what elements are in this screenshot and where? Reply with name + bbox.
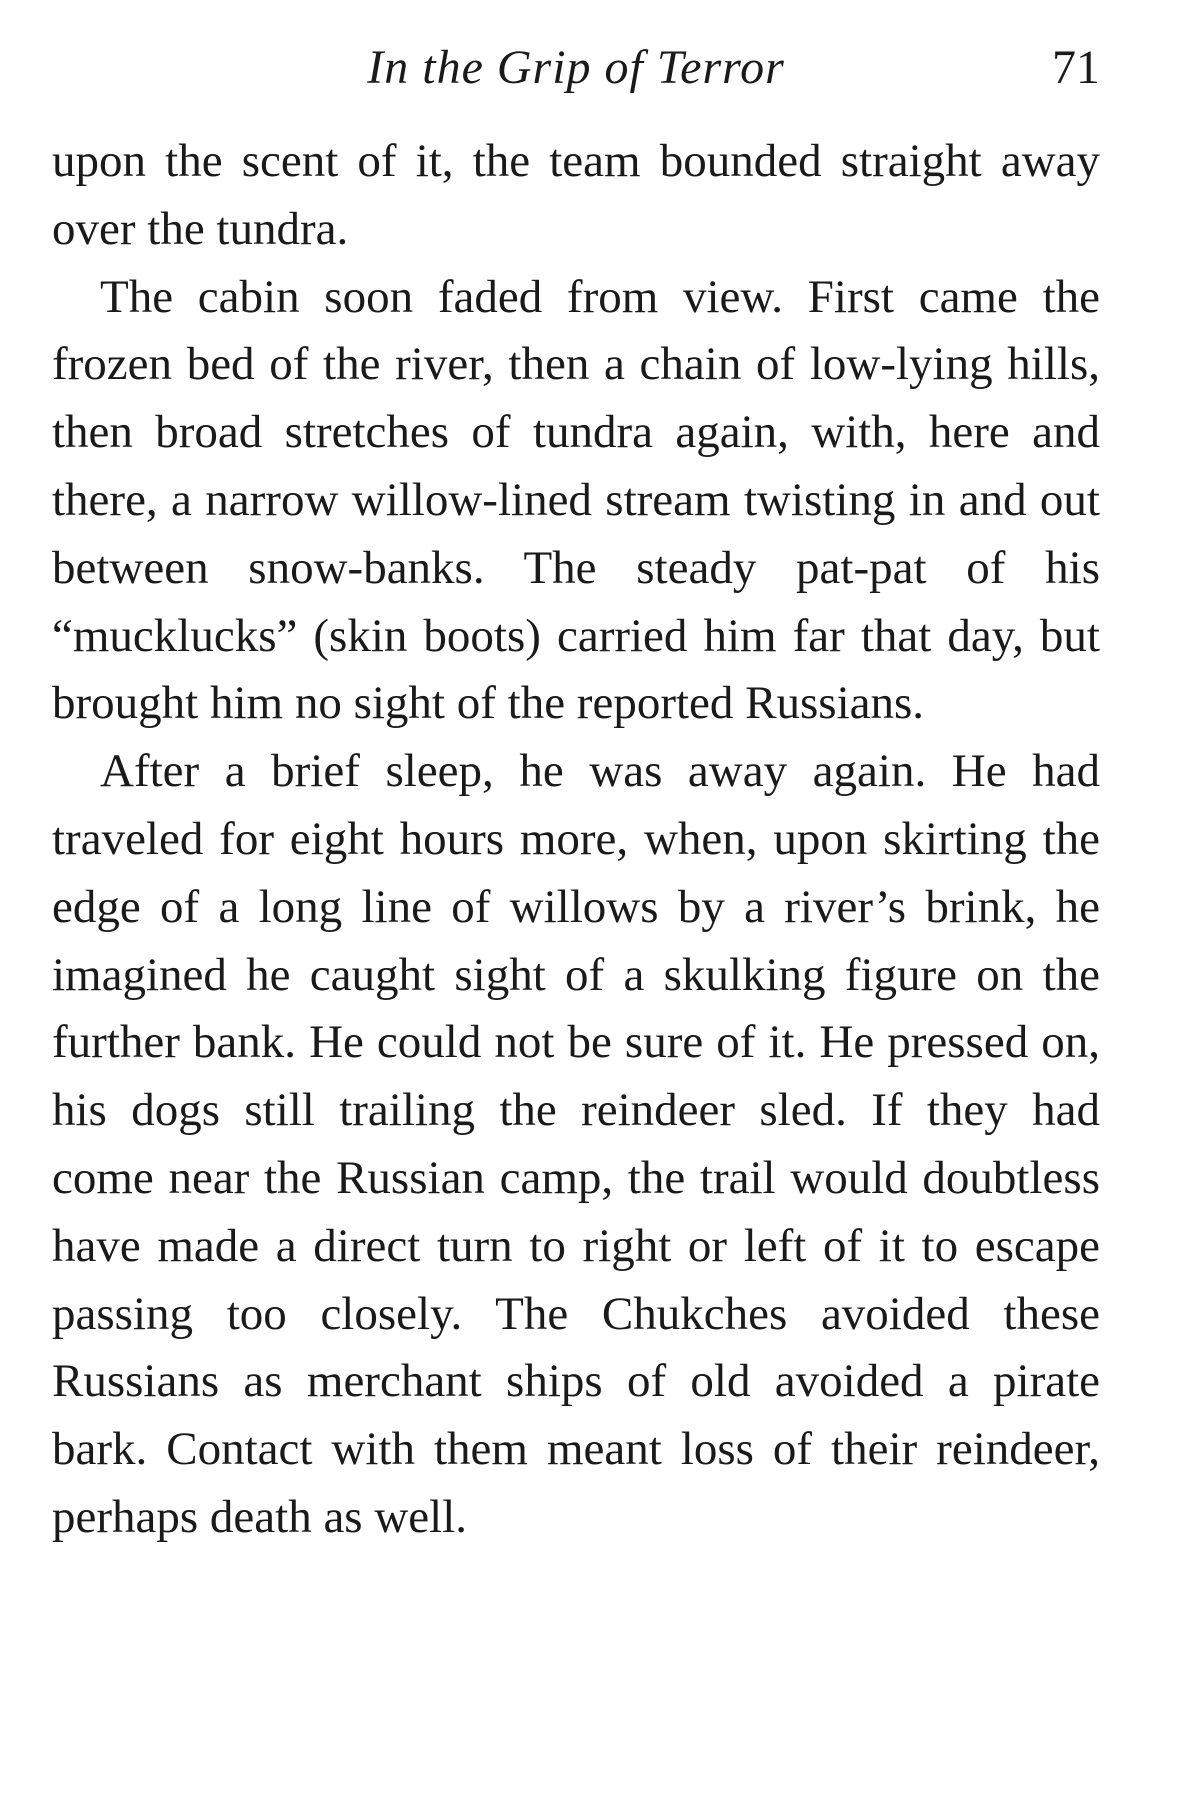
running-title: In the Grip of Terror xyxy=(367,41,785,94)
running-head xyxy=(52,38,1100,98)
body-text xyxy=(52,128,1100,1552)
paragraph-skulking-figure: After a brief sleep, he was away again. He had traveled for eight hours more, when, upon skirting the edge of a long line of willows by a river’s brink, he imagined he caught sight of a skulking figure on the further bank. He could not be sure of it. He pressed on, his dogs still trailing the reindeer sled. If they had come near the Russian camp, the trail would doubtless have made a direct turn to right or left of it to escape passing too closely. The Chukches avoided these Russians as merchant ships of old avoided a pirate bark. Contact with them meant loss of their reindeer, perhaps death as well. xyxy=(52,745,1100,1543)
paragraph-journey: The cabin soon faded from view. First came the frozen bed of the river, then a chain of low-lying hills, then broad stretches of tundra again, with, here and there, a narrow willow-lined stream twisting in and out between snow-banks. The steady pat-pat of his “mucklucks” (skin boots) carried him far that day, but brought him no sight of the reported Russians. xyxy=(52,270,1100,730)
page-number: 71 xyxy=(1052,41,1100,94)
paragraph-continuation: upon the scent of it, the team bounded straight away over the tundra. xyxy=(52,135,1100,255)
